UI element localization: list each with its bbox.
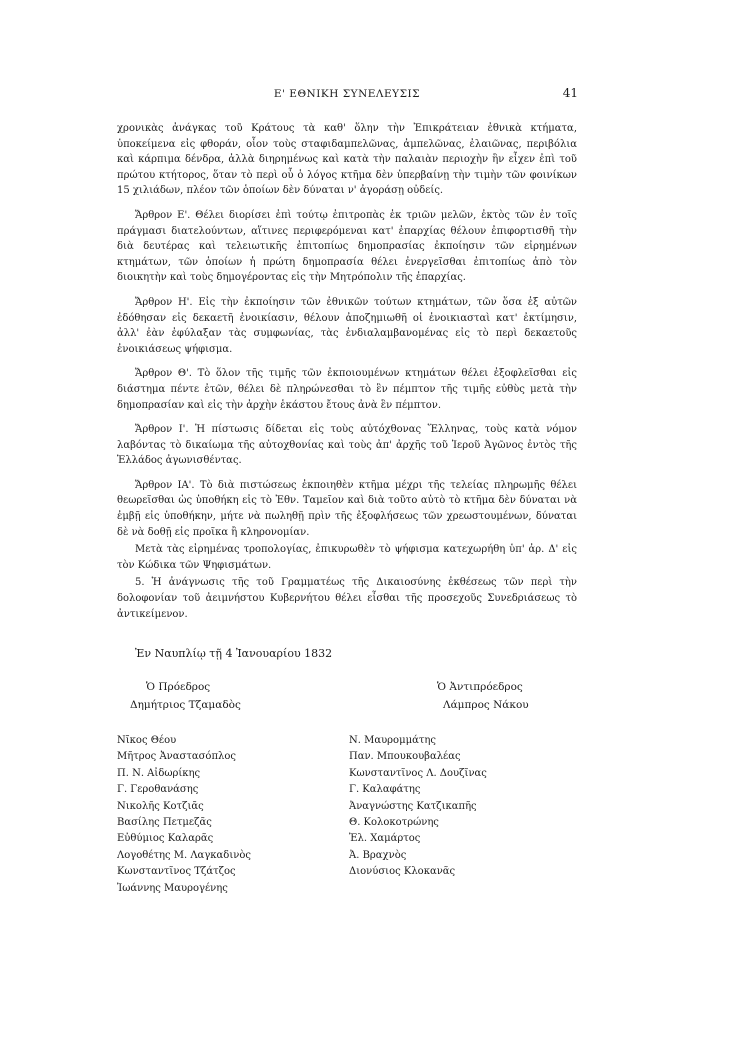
member-name: Π. Ν. Αἰδωρίκης (117, 767, 201, 779)
date-line: Ἐν Ναυπλίῳ τῇ 4 Ἰανουαρίου 1832 (135, 647, 333, 660)
paragraph-article-8: Ἄρθρον Η'. Εἰς τὴν ἐκποίησιν τῶν ἐθνικῶν τούτων κτημάτων, τῶν ὅσα ἐξ αὐτῶν ἐδόθησαν εἰς δεκαετῆ ἐνοικίασιν, θέλουν ἀποζημιωθῆ οἱ ἐνοικιασταὶ κατ' ἐκτίμησιν, ἀλλ' ἐὰν ἐφύλαξαν τὰς συμφωνίας, τὰς ἐνδιαλαμβανομένας εἰς τὸ περὶ δεκαετοῦς ἐνοικιάσεως ψήφισμα. (117, 296, 577, 355)
member-name: Παν. Μπουκουβαλέας (349, 751, 461, 763)
member-name: Λογοθέτης Μ. Λαγκαδινὸς (117, 849, 251, 861)
president-name: Δημήτριος Τζαμαδὸς (130, 699, 241, 711)
member-name: Θ. Κολοκοτρώνης (349, 817, 439, 829)
member-name: Γ. Γεροθανάσης (117, 784, 199, 796)
member-name: Μῆτρος Ἀναστασόπλος (117, 751, 236, 763)
member-name: Νῖκος Θέου (117, 735, 177, 746)
members-list-left (117, 733, 251, 897)
member-name: Ἀ. Βραχνὸς (349, 849, 407, 861)
member-name: Ν. Μαυρομμάτης (349, 735, 436, 746)
paragraph-article-10: Ἄρθρον Ι'. Ἡ πίστωσις δίδεται εἰς τοὺς αὐτόχθονας Ἕλληνας, τοὺς κατὰ νόμον λαβόντας τὸ δικαίωμα τῆς αὐτοχθονίας καὶ τοὺς ἀπ' ἀρχῆς τοῦ Ἱεροῦ Ἀγῶνος ἐντὸς τῆς Ἑλλάδος ἀγωνισθέντας. (117, 424, 577, 467)
member-name: Ἰωάννης Μαυρογένης (117, 882, 228, 894)
vice-president-title: Ὁ Ἀντιπρόεδρος (437, 681, 523, 693)
member-name: Κωνσταντῖνος Λ. Δουζῖνας (349, 767, 487, 779)
president-signature (130, 678, 241, 714)
paragraph-item-5: 5. Ἡ ἀνάγνωσις τῆς τοῦ Γραμματέως τῆς Δικαιοσύνης ἐκθέσεως τῶν περὶ τὴν δολοφονίαν τοῦ ἀειμνήστου Κυβερνήτου θέλει εἶσθαι τῆς προσεχοῦς Συνεδριάσεως τὸ ἀντικείμενον. (117, 577, 577, 620)
paragraph-continuation: χρονικὰς ἀνάγκας τοῦ Κράτους τὰ καθ' ὅλην τὴν Ἐπικράτειαν ἐθνικὰ κτήματα, ὑποκείμενα εἰς φθοράν, οἷον τοὺς σταφιδαμπελῶνας, ἀμπελῶνας, ἐλαιῶνας, περιβόλια καὶ κάρπιμα δένδρα, ἀλλὰ διηρημένως καὶ κατὰ τὴν παλαιὰν περιοχὴν ἣν εἶχεν ἐπὶ τοῦ πρώτου κτήτορος, ὅταν τὸ περὶ οὗ ὁ λόγος κτῆμα δὲν ὑπερβαίνῃ τὴν τιμὴν τῶν φοινίκων 15 χιλιάδων, πλέον τῶν ὁποίων δὲν δύναται ν' ἀγοράσῃ οὐδείς. (117, 123, 577, 197)
vice-president-signature (437, 678, 529, 714)
member-name: Νικολῆς Κοτζιᾶς (117, 800, 204, 812)
running-title: Ε' ΕΘΝΙΚΗ ΣΥΝΕΛΕΥΣΙΣ (273, 88, 421, 100)
member-name: Διονύσιος Κλοκανᾶς (349, 866, 456, 878)
member-name: Βασίλης Πετμεζᾶς (117, 817, 212, 829)
member-name: Ἐλ. Χαμάρτος (349, 833, 421, 845)
vice-president-name: Λάμπρος Νάκου (443, 699, 529, 711)
president-title: Ὁ Πρόεδρος (146, 681, 211, 693)
paragraph-article-5: Ἄρθρον Ε'. Θέλει διορίσει ἐπὶ τούτῳ ἐπιτροπὰς ἐκ τριῶν μελῶν, ἐκτὸς τῶν ἐν τοῖς πράγμασι διατελούντων, αἵτινες περιφερόμεναι κατ' ἐπαρχίας θέλουν ἐπιφορτισθῆ τὴν διὰ δευτέρας καὶ τελειωτικῆς ἐπιτοπίως δημοπρασίας ἐκποίησιν τῶν εἰρημένων κτημάτων, τῶν ὁποίων ἡ πρώτη δημοπρασία θέλει ἐνεργεῖσθαι ἐπιτοπίως ἀπὸ τὸν διοικητὴν καὶ τοὺς δημογέροντας εἰς τὴν Μητρόπολιν τῆς ἐπαρχίας. (117, 209, 577, 284)
members-list-right (349, 733, 487, 881)
body-text (117, 121, 577, 631)
member-name: Εὐθύμιος Καλαρᾶς (117, 833, 214, 845)
page-number: 41 (562, 86, 578, 100)
paragraph-article-11: Ἄρθρον ΙΑ'. Τὸ διὰ πιστώσεως ἐκποιηθὲν κτῆμα μέχρι τῆς τελείας πληρωμῆς θέλει θεωρεῖσθαι ὡς ὑποθήκη εἰς τὸ Ἐθν. Ταμεῖον καὶ διὰ τοῦτο αὐτὸ τὸ κτῆμα δὲν δύναται νὰ ἐμβῇ εἰς ὑποθήκην, μήτε νὰ πωληθῇ πρὶν τῆς ἐξοφλήσεως τῶν χρεωστουμένων, δύναται δὲ νὰ δοθῇ εἰς προῖκα ἢ κληρονομίαν. (117, 479, 577, 538)
member-name: Κωνσταντῖνος Τζάτζος (117, 866, 236, 878)
member-name: Ἀναγνώστης Κατζικαπῆς (349, 800, 477, 812)
paragraph-article-9: Ἄρθρον Θ'. Τὸ ὅλον τῆς τιμῆς τῶν ἐκποιουμένων κτημάτων θέλει ἐξοφλεῖσθαι εἰς διάστημα πέντε ἐτῶν, θέλει δὲ πληρώνεσθαι τὸ ἓν πέμπτον τῆς τιμῆς εὐθὺς μετὰ τὴν δημοπρασίαν καὶ εἰς τὴν ἀρχὴν ἑκάστου ἔτους ἀνὰ ἓν πέμπτον. (117, 368, 577, 411)
member-name: Γ. Καλαφάτης (349, 784, 421, 796)
paragraph-ratification: Μετὰ τὰς εἰρημένας τροπολογίας, ἐπικυρωθὲν τὸ ψήφισμα κατεχωρήθη ὑπ' ἀρ. Δ' εἰς τὸν Κώδικα τῶν Ψηφισμάτων. (117, 544, 577, 571)
